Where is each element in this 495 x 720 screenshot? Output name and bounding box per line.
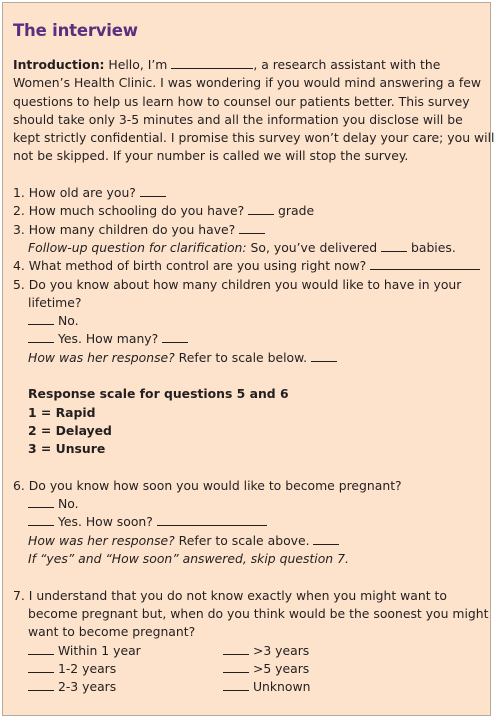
q7-option	[223, 642, 310, 660]
q6-option-no	[13, 495, 483, 513]
q7-option-blank[interactable]	[28, 642, 54, 655]
question-4-text: 4. What method of birth control are you using right now?	[13, 258, 371, 274]
question-1-text: 1. How old are you?	[13, 185, 140, 201]
intro-greeting: Hello, I’m	[104, 57, 172, 72]
scale-heading	[13, 385, 483, 403]
interview-body	[13, 56, 495, 696]
intro-line: should take only 3-5 minutes and all the information you disclose will be	[13, 111, 463, 127]
scale-item-text: 1 = Rapid	[28, 404, 96, 420]
q7-option-blank[interactable]	[28, 678, 54, 691]
followup-text: So, you’ve delivered	[246, 239, 382, 255]
q6-yes-blank[interactable]	[28, 513, 54, 526]
q7-option-blank[interactable]	[28, 660, 54, 673]
question-3-text: 3. How many children do you have?	[13, 221, 240, 237]
q5-option-no	[13, 312, 483, 330]
scale-item	[13, 440, 483, 458]
q6-response	[13, 532, 483, 550]
question-2-text: 2. How much schooling do you have?	[13, 203, 249, 219]
name-blank[interactable]	[171, 56, 253, 69]
q5-option-yes	[13, 330, 483, 348]
section-title: The interview	[13, 21, 138, 40]
q7-option-blank[interactable]	[223, 642, 249, 655]
q7-option-blank[interactable]	[223, 678, 249, 691]
scale-item-text: 2 = Delayed	[28, 422, 112, 438]
schooling-blank[interactable]	[248, 202, 274, 215]
q6-response-blank[interactable]	[313, 532, 339, 545]
question-6: 6. Do you know how soon you would like to become pregnant?	[13, 477, 402, 493]
q5-response	[13, 349, 483, 367]
age-blank[interactable]	[140, 184, 166, 197]
question-5-cont: lifetime?	[28, 294, 82, 310]
q6-no-blank[interactable]	[28, 495, 54, 508]
q6-no-label: No.	[54, 496, 79, 512]
intro-line: questions to help us learn how to counsel our patients better. This survey	[13, 93, 470, 109]
q5-response-blank[interactable]	[311, 349, 337, 362]
q6-skip-note	[13, 550, 483, 568]
q6-response-tail: Refer to scale above.	[174, 532, 314, 548]
grade-label: grade	[274, 203, 315, 219]
q5-yes-blank[interactable]	[28, 330, 54, 343]
question-4	[13, 257, 483, 275]
intro-line: not be skipped. If your number is called we will stop the survey.	[13, 148, 409, 164]
intro-line: kept strictly confidential. I promise this survey won’t delay your care; you will	[13, 130, 495, 146]
q7-option-label: 1-2 years	[54, 660, 117, 676]
q5-no-blank[interactable]	[28, 312, 54, 325]
q7-option	[223, 678, 310, 696]
delivered-blank[interactable]	[381, 239, 407, 252]
intro-label: Introduction:	[13, 57, 105, 72]
question-7-cont: want to become pregnant?	[28, 624, 196, 640]
scale-item	[13, 404, 483, 422]
q5-how-many-blank[interactable]	[162, 330, 188, 343]
q5-response-tail: Refer to scale below.	[174, 349, 311, 365]
intro-line-1	[13, 56, 483, 74]
intro-role: , a research assistant with the	[253, 57, 441, 72]
birth-control-blank[interactable]	[370, 257, 480, 270]
q7-option-label: 2-3 years	[54, 679, 117, 695]
q7-option-blank[interactable]	[223, 660, 249, 673]
question-7-cont: become pregnant but, when do you think would be the soonest you might	[28, 605, 489, 621]
q5-response-label: How was her response?	[28, 349, 175, 365]
q7-option-label: Unknown	[249, 679, 311, 695]
q5-no-label: No.	[54, 313, 79, 329]
q7-option-label: Within 1 year	[54, 642, 141, 658]
q6-skip-note-text: If “yes” and “How soon” answered, skip question 7.	[28, 551, 349, 567]
intro-line: Women’s Health Clinic. I was wondering if you would mind answering a few	[13, 75, 482, 91]
scale-item-text: 3 = Unsure	[28, 441, 106, 457]
question-7: 7. I understand that you do not know exactly when you might want to	[13, 587, 447, 603]
scale-heading-text: Response scale for questions 5 and 6	[28, 386, 289, 402]
babies-label: babies.	[407, 239, 456, 255]
children-blank[interactable]	[239, 221, 265, 234]
scale-item	[13, 422, 483, 440]
q7-options	[13, 642, 483, 697]
q7-option-label: >5 years	[249, 660, 310, 676]
q5-yes-label: Yes. How many?	[54, 331, 163, 347]
question-5: 5. Do you know about how many children you would like to have in your	[13, 276, 462, 292]
q7-option	[223, 660, 310, 678]
followup-label: Follow-up question for clarification:	[28, 239, 247, 255]
q6-response-label: How was her response?	[28, 532, 175, 548]
question-3	[13, 221, 483, 239]
question-1	[13, 184, 483, 202]
q6-how-soon-blank[interactable]	[157, 513, 267, 526]
question-3-followup	[13, 239, 483, 257]
interview-panel	[2, 2, 495, 716]
q7-option-label: >3 years	[249, 642, 310, 658]
question-2	[13, 202, 483, 220]
q6-yes-label: Yes. How soon?	[54, 514, 157, 530]
q6-option-yes	[13, 513, 483, 531]
